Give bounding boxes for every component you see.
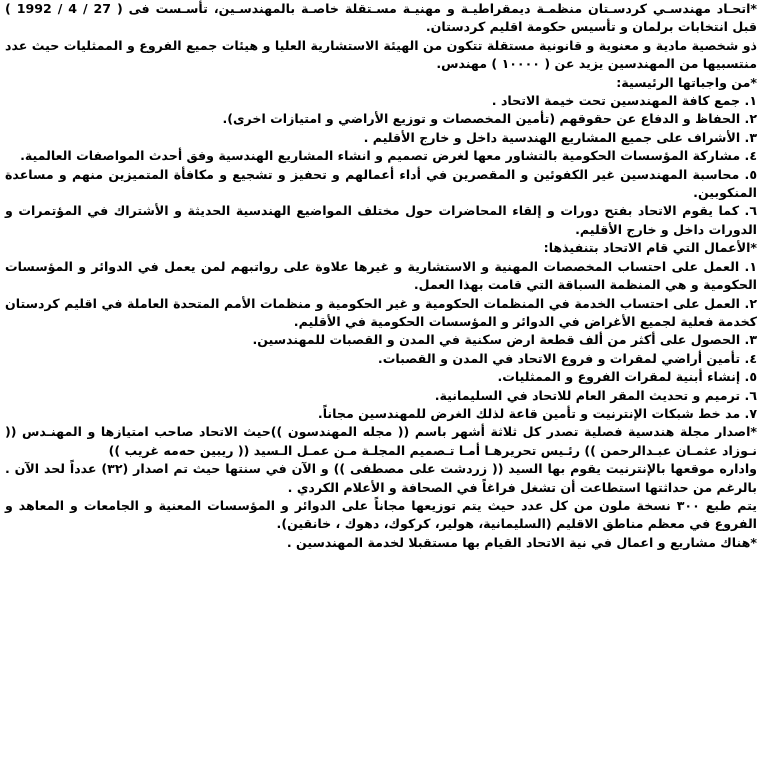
- duty-item: ٢. الحفاظ و الدفاع عن حقوقهم (تأمين المخصصات و توزيع الأراضي و امتيازات اخرى).: [222, 111, 757, 127]
- intro-paragraph: *اتحـاد مهندسـي كردسـتان منظمـة ديمقراطيـة و مهنيـة مسـتقلة خاصـة بالمهندسـين، تأسـست فى ( 27 / 4 / 1992 ) قبل انتخابات برلمان و تأسيس حكومة اقليم كردستان.: [5, 1, 758, 35]
- duty-item: ٣. الأشراف على جميع المشاريع الهندسية داخل و خارج الأقليم .: [363, 129, 757, 145]
- work-item: ٦. ترميم و تحديث المقر العام للاتحاد في السليمانية.: [434, 387, 757, 403]
- work-item: ٢. العمل على احتساب الخدمة في المنظمات الحكومية و غير الحكومية و منظمات الأمم المتحدة العاملة في اقليم كردستان كخدمة فعلية لجميع الأغراض في الدوائر و المؤسسات الحكومية في الأقليم.: [5, 295, 757, 329]
- website-paragraph: واداره موقعها بالإنترنيت يقوم بها السيد (( زردشت على مصطفى )) و الآن في سنتها حيث تم اصدار (٣٢) عدداً لحد الآن . بالرغم من حداثتها استطاعت أن تشغل فراغاً في الصحافة و الأعلام الكردي .: [5, 461, 758, 495]
- work-item: ٧. مد خط شبكات الإنترنيت و تأمين قاعة لذلك الغرض للمهندسين مجاناً.: [317, 405, 757, 421]
- magazine-paragraph: *اصدار مجلة هندسية فصلية تصدر كل ثلاثة أشهر باسم (( مجله المهندسون ))حيث الاتحاد صاحب امتيازها و المهنـدس (( نـوزاد عثمـان عبـدالرحمن )) رئـيس تحريرهـا أمـا تـصميم المجلـة مـن عمـل الـسيد (( ريبين حەمە غريب )): [5, 424, 757, 458]
- duty-item: ٤. مشاركة المؤسسات الحكومية بالتشاور معها لغرض تصميم و انشاء المشاريع الهندسية وفق أحدث المواصفات العالمية.: [20, 148, 757, 164]
- intro-paragraph-2: ذو شخصية مادية و معنوية و قانونية مستقلة تتكون من الهيئة الاستشارية العليا و هيئات جميع الفروع و الممثليات حيث عدد منتسبيها من المهندسين يزيد عن ( ١٠٠٠٠ ) مهندس.: [5, 37, 757, 72]
- works-heading: *الأعمال التي قام الاتحاد بتنفيذها:: [543, 240, 757, 256]
- duty-item: ١. جمع كافة المهندسين تحت خيمة الاتحاد .: [491, 93, 757, 109]
- work-item: ١. العمل على احتساب المخصصات المهنية و الاستشارية و غيرها علاوة على رواتبهم لمن يعمل في الدوائر و المؤسسات الحكومية و هي المنظمة السباقة التي قامت بهذا العمل.: [5, 258, 757, 293]
- printing-paragraph: يتم طبع ٣٠٠ نسخة ملون من كل عدد حيث يتم توزيعها مجاناً على الدوائر و المؤسسات المعنية و الجامعات و المعاهد و الفروع في معظم مناطق الاقليم (السليمانية، هولير، كركوك، دهوك ، خانقين).: [5, 497, 758, 532]
- work-item: ٣. الحصول على أكثر من ألف قطعة ارض سكنية في المدن و القصبات للمهندسين.: [252, 332, 757, 348]
- future-projects-paragraph: *هناك مشاريع و اعمال في نية الاتحاد القيام بها مستقبلا لخدمة المهندسين .: [286, 534, 757, 550]
- work-item: ٥. إنشاء أبنية لمقرات الفروع و الممثليات.: [497, 369, 757, 385]
- work-item: ٤. تأمين أراضي لمقرات و فروع الاتحاد في المدن و القصبات.: [377, 350, 757, 366]
- duties-heading: *من واجباتها الرئيسية:: [616, 74, 757, 90]
- duty-item: ٦. كما يقوم الاتحاد بفتح دورات و إلقاء المحاضرات حول مختلف المواضيع الهندسية الحديثة و الأشتراك في المؤتمرات و الدورات داخل و خارج الأقليم.: [5, 203, 757, 237]
- duty-item: ٥. محاسبة المهندسين غير الكفوئين و المقصرين في أداء أعمالهم و تحفيز و تشجيع و مكافأة المتميزين منهم و مساعدة المنكوبين.: [5, 166, 757, 201]
